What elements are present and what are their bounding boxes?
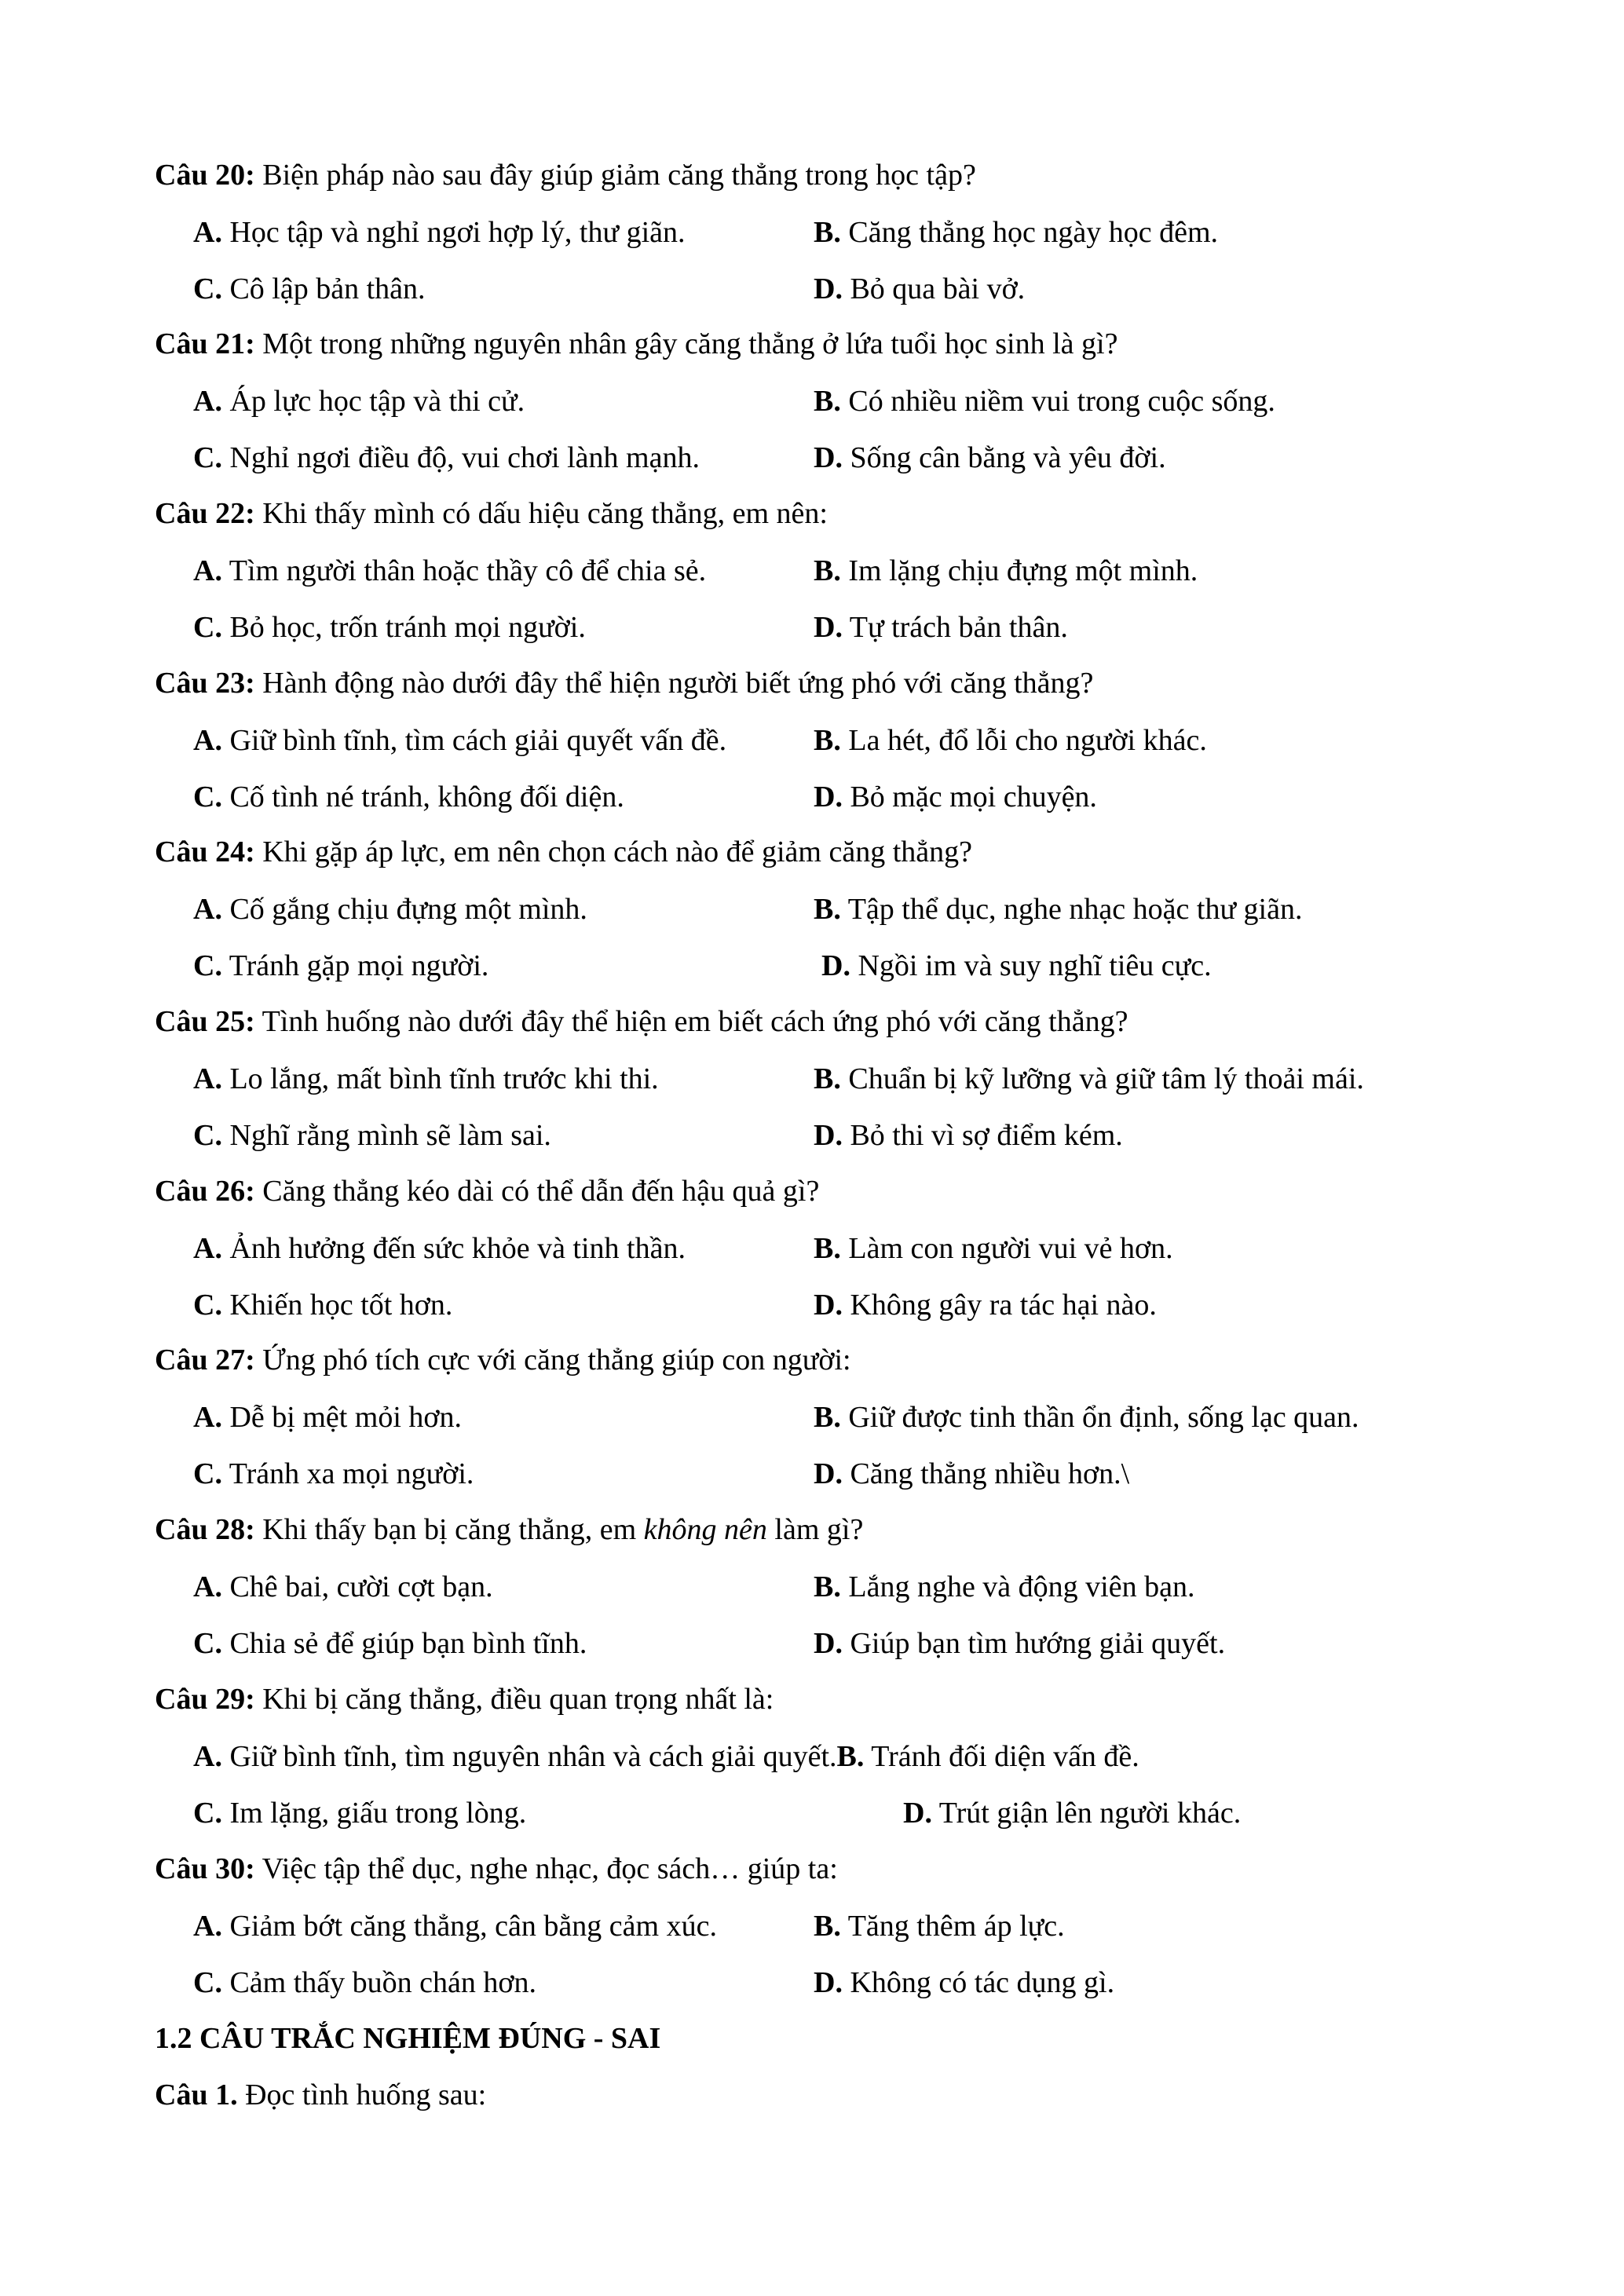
question-text: Hành động nào dưới đây thể hiện người biết ứng phó với căng thẳng? [262,667,1094,700]
question-label: Câu 22: [155,497,255,530]
question-label: Câu 28: [155,1513,255,1546]
option-d: D. Ngồi im và suy nghĩ tiêu cực. [821,949,1212,982]
option-b: B. Im lặng chịu đựng một mình. [814,554,1198,587]
question-label: Câu 1. [155,2078,238,2111]
option-d: D. Trút giận lên người khác. [903,1797,1242,1830]
option-b: B. Giữ được tinh thần ổn định, sống lạc quan. [814,1401,1359,1434]
option-c: C. Nghĩ rằng mình sẽ làm sai. [193,1119,551,1152]
option-d: D. Sống cân bằng và yêu đời. [814,441,1166,474]
question-label: Câu 23: [155,667,255,700]
option-a-b-row: A. Giữ bình tĩnh, tìm nguyên nhân và cách giải quyết.B. Tránh đối diện vấn đề. [193,1740,1139,1773]
option-c: C. Bỏ học, trốn tránh mọi người. [193,611,586,644]
option-b: B. Có nhiều niềm vui trong cuộc sống. [814,385,1275,418]
question-text: Việc tập thể dục, nghe nhạc, đọc sách… giúp ta: [262,1852,838,1885]
question-label: Câu 27: [155,1344,255,1377]
question-label: Câu 26: [155,1175,255,1208]
question-text-emphasis: không nên [643,1513,767,1546]
question-23 [155,664,1093,702]
question-text-before: Khi thấy bạn bị căng thẳng, em [262,1513,644,1546]
question-text: Khi thấy mình có dấu hiệu căng thẳng, em nên: [262,497,828,530]
option-d: D. Tự trách bản thân. [814,611,1068,644]
option-d: D. Bỏ mặc mọi chuyện. [814,781,1097,813]
question-label: Câu 20: [155,159,255,192]
option-d: D. Bỏ thi vì sợ điểm kém. [814,1119,1123,1152]
option-c: C. Cô lập bản thân. [193,272,426,305]
option-b: B. Chuẩn bị kỹ lưỡng và giữ tâm lý thoải mái. [814,1062,1364,1095]
option-a: A. Giảm bớt căng thẳng, cân bằng cảm xúc. [193,1910,717,1943]
question-label: Câu 29: [155,1683,255,1716]
question-text: Ứng phó tích cực với căng thẳng giúp con người: [262,1344,851,1377]
question-30 [155,1850,838,1888]
option-a: A. Học tập và nghỉ ngơi hợp lý, thư giãn. [193,216,686,249]
option-a: A. Dễ bị mệt mỏi hơn. [193,1401,463,1434]
section-question-1 [155,2076,486,2114]
question-text: Căng thẳng kéo dài có thể dẫn đến hậu quả gì? [262,1175,820,1208]
question-24 [155,833,972,871]
question-21 [155,325,1117,363]
option-b: B. Làm con người vui vẻ hơn. [814,1232,1173,1265]
option-d: D. Bỏ qua bài vở. [814,272,1026,305]
option-a: A. Cố gắng chịu đựng một mình. [193,893,587,926]
option-a: A. Lo lắng, mất bình tĩnh trước khi thi. [193,1062,659,1095]
option-c: C. Khiến học tốt hơn. [193,1289,453,1322]
option-a: A. Áp lực học tập và thi cử. [193,385,525,418]
question-25 [155,1003,1128,1040]
question-29 [155,1680,774,1718]
option-c: C. Chia sẻ để giúp bạn bình tĩnh. [193,1627,587,1660]
option-b: B. Lắng nghe và động viên bạn. [814,1570,1195,1603]
option-b: B. La hét, đổ lỗi cho người khác. [814,724,1207,757]
question-text: Khi bị căng thẳng, điều quan trọng nhất là: [262,1683,774,1716]
question-text: Tình huống nào dưới đây thể hiện em biết cách ứng phó với căng thẳng? [262,1005,1128,1038]
option-c: C. Cố tình né tránh, không đối diện. [193,781,624,813]
option-b: B. Tập thể dục, nghe nhạc hoặc thư giãn. [814,893,1303,926]
question-label: Câu 21: [155,327,255,360]
option-d: D. Không gây ra tác hại nào. [814,1289,1157,1322]
question-text: Khi gặp áp lực, em nên chọn cách nào để giảm căng thẳng? [262,835,972,868]
option-a: Giữ bình tĩnh, tìm nguyên nhân và cách giải quyết. [229,1740,837,1773]
option-d: D. Giúp bạn tìm hướng giải quyết. [814,1627,1226,1660]
option-d: D. Căng thẳng nhiều hơn.\ [814,1457,1130,1490]
option-a: A. Chê bai, cười cợt bạn. [193,1570,493,1603]
option-c: C. Tránh xa mọi người. [193,1457,474,1490]
question-label: Câu 30: [155,1852,255,1885]
question-text-after: làm gì? [766,1513,864,1546]
question-20 [155,156,976,194]
option-c: C. Nghỉ ngơi điều độ, vui chơi lành mạnh. [193,441,700,474]
option-b: B. Tăng thêm áp lực. [814,1910,1065,1943]
option-d: D. Không có tác dụng gì. [814,1966,1115,1999]
option-b: B. Căng thẳng học ngày học đêm. [814,216,1219,249]
question-label: Câu 24: [155,835,255,868]
option-c: C. Tránh gặp mọi người. [193,949,489,982]
option-c: C. Im lặng, giấu trong lòng. [193,1797,527,1830]
question-text: Đọc tình huống sau: [245,2078,487,2111]
question-27 [155,1341,851,1379]
question-26 [155,1172,819,1210]
option-a: A. Tìm người thân hoặc thầy cô để chia sẻ. [193,554,707,587]
question-22 [155,495,828,532]
option-c: C. Cảm thấy buồn chán hơn. [193,1966,536,1999]
option-a: A. Giữ bình tĩnh, tìm cách giải quyết vấn đề. [193,724,727,757]
question-label: Câu 25: [155,1005,255,1038]
question-text: Một trong những nguyên nhân gây căng thẳng ở lứa tuổi học sinh là gì? [262,327,1118,360]
question-28 [155,1511,863,1548]
option-b: Tránh đối diện vấn đề. [871,1740,1139,1773]
option-a: A. Ảnh hưởng đến sức khỏe và tinh thần. [193,1232,686,1265]
question-text: Biện pháp nào sau đây giúp giảm căng thẳng trong học tập? [262,159,976,192]
section-heading: 1.2 CÂU TRẮC NGHIỆM ĐÚNG - SAI [155,2022,661,2055]
